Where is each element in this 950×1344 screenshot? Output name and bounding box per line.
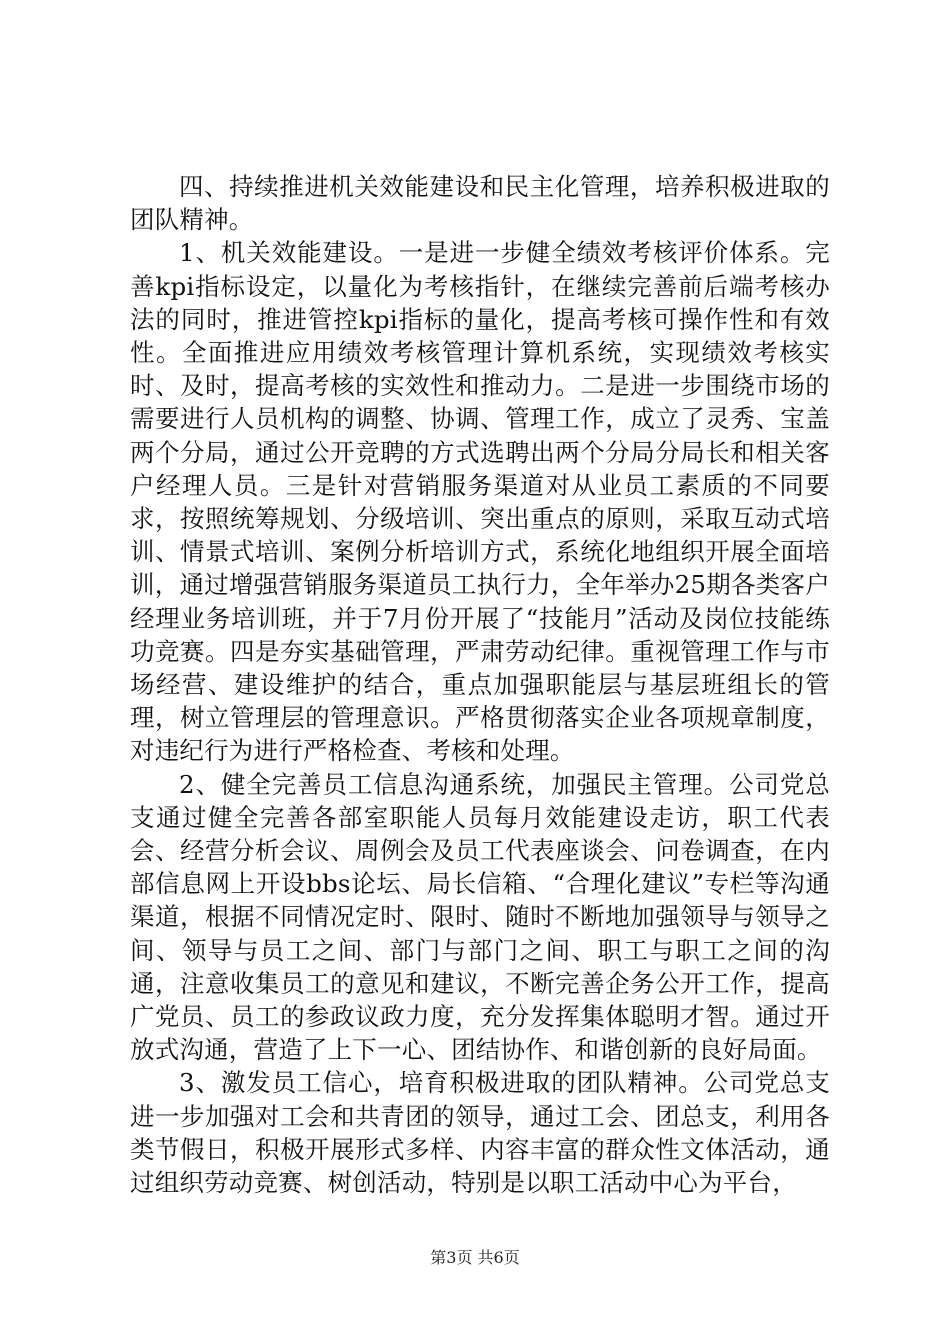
- paragraph-efficiency-building: 1、机关效能建设。一是进一步健全绩效考核评价体系。完善kpi指标设定，以量化为考核指针，在继续完善前后端考核办法的同时，推进管控kpi指标的量化，提高考核可操作性和有效性。全面推进应用绩效考核管理计算机系统，实现绩效考核实时、及时，提高考核的实效性和推动力。二是进一步围绕市场的需要进行人员机构的调整、协调、管理工作，成立了灵秀、宝盖两个分局，通过公开竞聘的方式选聘出两个分局分局长和相关客户经理人员。三是针对营销服务渠道对从业员工素质的不同要求，按照统筹规划、分级培训、突出重点的原则，采取互动式培训、情景式培训、案例分析培训方式，系统化地组织开展全面培训，通过增强营销服务渠道员工执行力，全年举办25期各类客户经理业务培训班，并于7月份开展了“技能月”活动及岗位技能练功竞赛。四是夯实基础管理，严肃劳动纪律。重视管理工作与市场经营、建设维护的结合，重点加强职能层与基层班组长的管理，树立管理层的管理意识。严格贯彻落实企业各项规章制度，对违纪行为进行严格检查、考核和处理。: [130, 238, 830, 766]
- section-heading-paragraph: 四、持续推进机关效能建设和民主化管理，培养积极进取的团队精神。: [130, 172, 830, 235]
- paragraph-team-spirit: 3、激发员工信心，培育积极进取的团队精神。公司党总支进一步加强对工会和共青团的领导，通过工会、团总支，利用各类节假日，积极开展形式多样、内容丰富的群众性文体活动，通过组织劳动竞赛、树创活动，特别是以职工活动中心为平台，: [130, 1068, 830, 1198]
- page-number-footer: 第3页 共6页: [430, 1248, 520, 1267]
- paragraph-communication-system: 2、健全完善员工信息沟通系统，加强民主管理。公司党总支通过健全完善各部室职能人员每月效能建设走访，职工代表会、经营分析会议、周例会及员工代表座谈会、问卷调查，在内部信息网上开设bbs论坛、局长信箱、“合理化建议”专栏等沟通渠道，根据不同情况定时、限时、随时不断地加强领导与领导之间、领导与员工之间、部门与部门之间、职工与职工之间的沟通，注意收集员工的意见和建议，不断完善企务公开工作，提高广党员、员工的参政议政力度，充分发挥集体聪明才智。通过开放式沟通，营造了上下一心、团结协作、和谐创新的良好局面。: [130, 769, 830, 1065]
- document-body: [130, 170, 830, 1199]
